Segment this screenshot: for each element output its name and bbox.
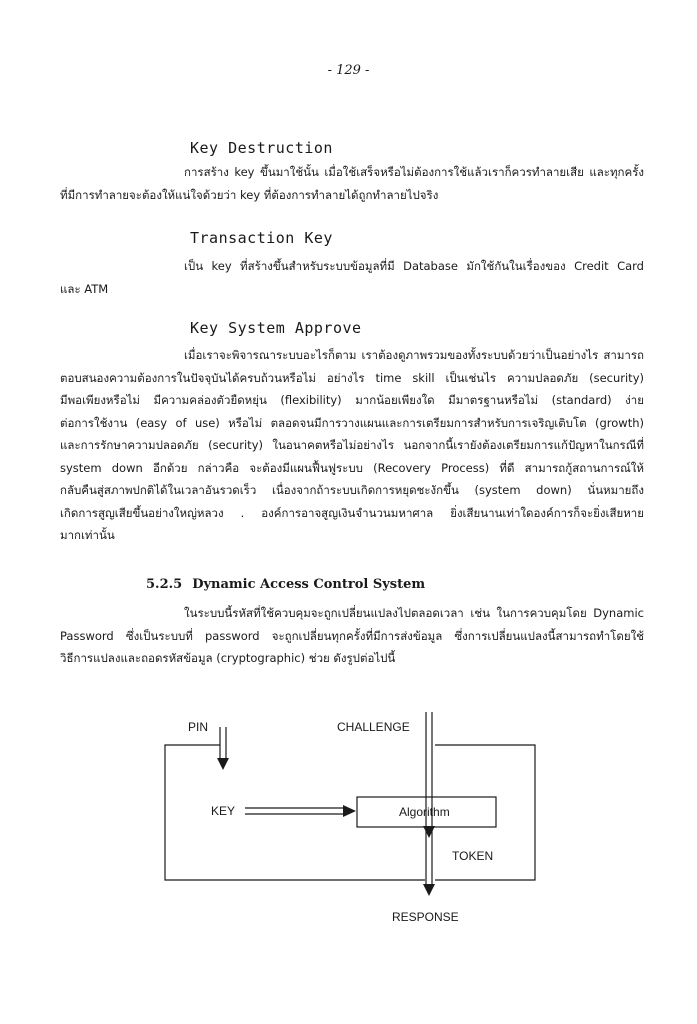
key-arrow-head (343, 805, 356, 817)
text-line: ตอบสนองความต้องการในปัจจุบันได้ครบถ้วนหรือไม่ อย่างไร time skill เป็นเช่นไร ความปลอดภัย (security) (60, 370, 644, 385)
heading-key-system-approve: Key System Approve (190, 319, 362, 337)
paragraph-key-destruction (60, 161, 644, 206)
heading-key-destruction: Key Destruction (190, 139, 333, 157)
label-pin: PIN (188, 720, 209, 734)
label-challenge: CHALLENGE (337, 720, 410, 734)
frame-line (435, 745, 535, 880)
paragraph-dynamic-access (60, 602, 644, 670)
subsection-heading (146, 577, 435, 592)
text-line: กลับคืนสู่สภาพปกติได้ในเวลาอันรวดเร็ว เนื่องจากถ้าระบบเกิดการหยุดชะงักขึ้น (system down) นั่นหมายถึง (60, 483, 644, 497)
text-line: ต่อการใช้งาน (easy of use) หรือไม่ ตลอดจนมีการวางแผนและการเตรียมการสำหรับการเจริญเติบโต (growth) (60, 415, 644, 430)
text-line: เป็น key ที่สร้างขึ้นสำหรับระบบข้อมูลที่มี Database มักใช้กันในเรื่องของ Credit Card (184, 259, 644, 273)
subsection-title: Dynamic Access Control System (192, 577, 426, 592)
paragraph-key-system-approve (60, 344, 644, 547)
text-line: และ ATM (60, 281, 109, 296)
frame-line (165, 745, 425, 880)
label-token: TOKEN (452, 849, 494, 863)
text-line: Password ซึ่งเป็นระบบที่ password จะถูกเปลี่ยนทุกครั้งที่มีการส่งข้อมูล ซึ่งการเปลี่ยนแปลงนี้สามารถทำโดยใช้ (60, 628, 644, 643)
subsection-number: 5.2.5 (146, 577, 183, 592)
text-line: และการรักษาความปลอดภัย (security) ในอนาคตหรือไม่อย่างไร นอกจากนี้เรายังต้องเตรียมการแก้ปัญหาในกรณีที่ (60, 438, 644, 452)
response-arrow-head (423, 884, 435, 896)
paragraph-transaction-key (60, 255, 644, 300)
label-response: RESPONSE (392, 910, 459, 924)
text-line: system down อีกด้วย กล่าวคือ จะต้องมีแผนฟื้นฟูระบบ (Recovery Process) ที่ดี สามารถกู้สถานการณ์ให้ (60, 460, 644, 475)
algorithm-box (357, 797, 496, 827)
text-line: มีพอเพียงหรือไม่ มีความคล่องตัวยืดหยุ่น (flexibility) มากน้อยเพียงใด มีมาตรฐานหรือไม่ (standard) ง่าย (60, 393, 644, 407)
challenge-arrow-head (423, 826, 435, 838)
text-line: เกิดการสูญเสียขึ้นอย่างใหญ่หลวง . องค์การอาจสูญเงินจำนวนมหาศาล ยิ่งเสียนานเท่าใดองค์การก็จะยิ่งเสียหาย (60, 505, 644, 520)
text-line: การสร้าง key ขึ้นมาใช้นั้น เมื่อใช้เสร็จหรือไม่ต้องการใช้แล้วเราก็ควรทำลายเสีย และทุกครั้ง (184, 165, 644, 179)
heading-transaction-key: Transaction Key (190, 229, 333, 247)
text-line: มากเท่านั้น (60, 528, 115, 542)
label-key: KEY (211, 804, 236, 818)
pin-arrow-head (217, 758, 229, 770)
text-line: ในระบบนี้รหัสที่ใช้ควบคุมจะถูกเปลี่ยนแปลงไปตลอดเวลา เช่น ในการควบคุมโดย Dynamic (184, 606, 644, 620)
text-line: ที่มีการทำลายจะต้องให้แน่ใจด้วยว่า key ที่ต้องการทำลายได้ถูกทำลายไปจริง (60, 187, 439, 202)
label-algorithm: Algorithm (399, 805, 450, 819)
text-line: วิธีการแปลงและถอดรหัสข้อมูล (cryptographic) ช่วย ดังรูปต่อไปนี้ (60, 651, 396, 665)
page-number: - 129 - (327, 63, 370, 78)
text-line: เมื่อเราจะพิจารณาระบบอะไรก็ตาม เราต้องดูภาพรวมของทั้งระบบด้วยว่าเป็นอย่างไร สามารถ (184, 348, 644, 362)
